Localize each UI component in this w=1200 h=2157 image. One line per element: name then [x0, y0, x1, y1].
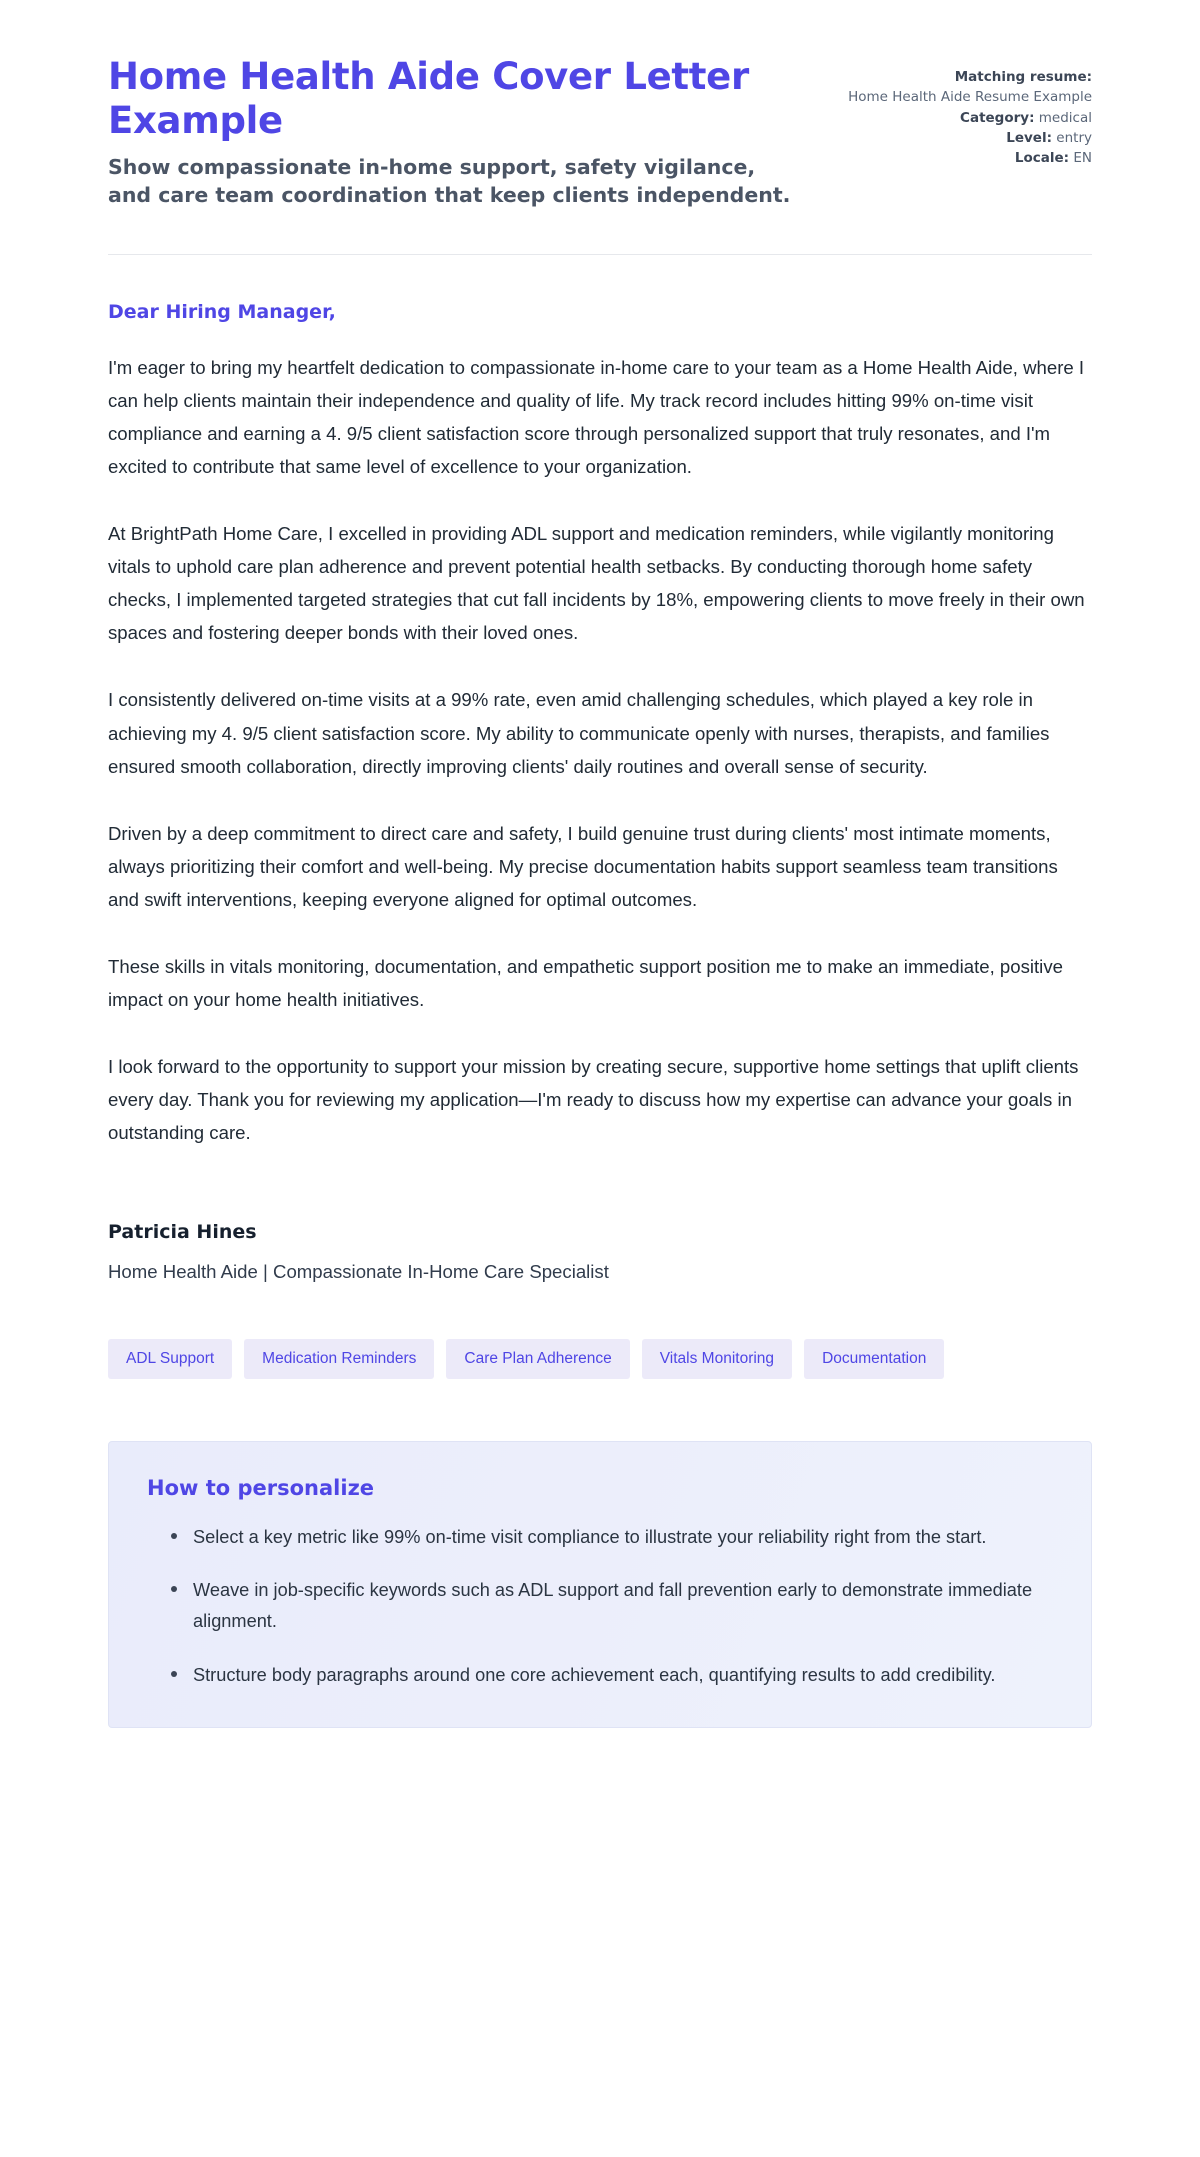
meta-level-label: Level: [1006, 129, 1052, 146]
list-item [171, 1660, 1053, 1691]
list-item-text: Structure body paragraphs around one core achievement each, quantifying results to add credibility. [193, 1664, 996, 1685]
bullet-icon [171, 1533, 177, 1539]
bullet-icon [171, 1671, 177, 1677]
skill-tag-list [108, 1287, 1092, 1379]
meta-matching-resume-label: Matching resume: [954, 69, 1092, 85]
skill-tag[interactable]: Vitals Monitoring [642, 1339, 792, 1379]
page-subtitle: Show compassionate in-home support, safety vigilance, and care team coordination that keep clients independent. [108, 155, 791, 207]
list-item-text: Select a key metric like 99% on-time visit compliance to illustrate your reliability right from the start. [193, 1526, 987, 1547]
page-header [108, 55, 1092, 210]
header-title-block [108, 55, 808, 210]
letter-paragraphs [108, 351, 1092, 1150]
skill-tag[interactable]: Medication Reminders [244, 1339, 434, 1379]
skill-tag[interactable]: Documentation [804, 1339, 944, 1379]
meta-category-value: medical [1038, 109, 1092, 126]
meta-category [848, 108, 1092, 128]
meta-level [848, 128, 1092, 148]
letter-paragraph: At BrightPath Home Care, I excelled in providing ADL support and medication reminders, while vigilantly monitoring vitals to uphold care plan adherence and prevent potential health setbacks. By conducting thorough home safety checks, I implemented targeted strategies that cut fall incidents by 18%, empowering clients to move freely in their own spaces and fostering deeper bonds with their loved ones. [108, 523, 1085, 644]
signature-name: Patricia Hines [108, 1221, 257, 1244]
salutation: Dear Hiring Manager, [108, 300, 336, 323]
list-item [171, 1522, 1053, 1553]
how-to-personalize-list [147, 1522, 1053, 1691]
letter-body [108, 255, 1092, 1150]
meta-category-label: Category: [960, 109, 1035, 126]
meta-locale-value: EN [1073, 150, 1092, 166]
list-item-text: Weave in job-specific keywords such as ADL support and fall prevention early to demonstrate immediate alignment. [193, 1579, 1033, 1632]
letter-paragraph: These skills in vitals monitoring, documentation, and empathetic support position me to make an immediate, positive impact on your home health initiatives. [108, 955, 1063, 1011]
page-title: Home Health Aide Cover Letter Example [108, 55, 749, 142]
metadata-panel [848, 55, 1092, 168]
list-item [171, 1575, 1053, 1638]
letter-paragraph: I consistently delivered on-time visits at a 99% rate, even amid challenging schedules, which played a key role in achieving my 4. 9/5 client satisfaction score. My ability to communicate openly with nurses, therapists, and families ensured smooth collaboration, directly improving clients' daily routines and overall sense of security. [108, 689, 1050, 777]
letter-paragraph: I look forward to the opportunity to support your mission by creating secure, supportive home settings that uplift clients every day. Thank you for reviewing my application—I'm ready to discuss how my expertise can advance your goals in outstanding care. [108, 1056, 1079, 1144]
meta-matching-resume-value: Home Health Aide Resume Example [848, 89, 1092, 106]
letter-paragraph: Driven by a deep commitment to direct care and safety, I build genuine trust during clients' most intimate moments, always prioritizing their comfort and well-being. My precise documentation habits support seamless team transitions and swift interventions, keeping everyone aligned for optimal outcomes. [108, 822, 1058, 910]
meta-level-value: entry [1056, 129, 1092, 146]
meta-locale [848, 148, 1092, 168]
how-to-personalize-title: How to personalize [147, 1475, 375, 1500]
signature-block [108, 1183, 1092, 1287]
skill-tag[interactable]: ADL Support [108, 1339, 232, 1379]
how-to-personalize-panel [108, 1441, 1092, 1728]
meta-matching-resume [848, 67, 1092, 108]
skill-tag[interactable]: Care Plan Adherence [446, 1339, 629, 1379]
letter-paragraph: I'm eager to bring my heartfelt dedication to compassionate in-home care to your team as a Home Health Aide, where I can help clients maintain their independence and quality of life. My track record includes hitting 99% on-time visit compliance and earning a 4. 9/5 client satisfaction score through personalized support that truly resonates, and I'm excited to contribute that same level of excellence to your organization. [108, 356, 1085, 477]
signature-role: Home Health Aide | Compassionate In-Home Care Specialist [108, 1261, 609, 1283]
meta-locale-label: Locale: [1014, 150, 1070, 166]
bullet-icon [171, 1586, 177, 1592]
